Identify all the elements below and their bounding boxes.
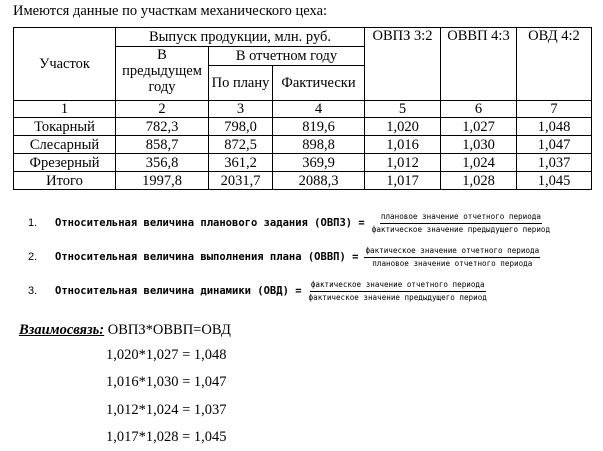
calc-line: 1,016*1,030 = 1,047 — [106, 374, 227, 390]
table-row-total — [14, 172, 592, 190]
calc-line: 1,017*1,028 = 1,045 — [106, 429, 227, 445]
table-cell: Токарный — [14, 118, 116, 136]
production-table — [13, 27, 592, 190]
formula-numerator: фактическое значение отчетного периода — [310, 280, 486, 292]
table-cell: 2088,3 — [273, 172, 365, 190]
table-cell: 1,048 — [517, 118, 592, 136]
table-cell: 898,8 — [273, 136, 365, 154]
table-cell: Фрезерный — [14, 154, 116, 172]
table-cell: 1,030 — [441, 136, 517, 154]
table-cell: 1,020 — [365, 118, 441, 136]
formula-fraction — [371, 212, 551, 235]
formula-ovvp — [28, 240, 593, 274]
colnum-cell: 4 — [273, 101, 365, 118]
formula-numerator: фактическое значение отчетного периода — [364, 246, 540, 258]
table-cell: 1,047 — [517, 136, 592, 154]
table-cell: 1,016 — [365, 136, 441, 154]
table-cell: Итого — [14, 172, 116, 190]
formula-denominator: фактическое значение предыдущего период — [308, 292, 487, 302]
colnum-cell: 5 — [365, 101, 441, 118]
formula-fraction — [364, 246, 540, 269]
calc-line: 1,012*1,024 = 1,037 — [106, 402, 227, 418]
table-cell: 2031,7 — [209, 172, 273, 190]
formula-denominator: плановое значение отчетного периода — [372, 258, 533, 268]
table-cell: 1,027 — [441, 118, 517, 136]
formula-number: 1. — [28, 217, 38, 229]
header-ovpz: ОВПЗ 3:2 — [365, 28, 441, 101]
colnum-cell: 6 — [441, 101, 517, 118]
table-cell: 361,2 — [209, 154, 273, 172]
table-cell: 356,8 — [116, 154, 209, 172]
table-cell: Слесарный — [14, 136, 116, 154]
intro-text: Имеются данные по участкам механического цеха: — [13, 3, 328, 19]
header-ovvp: ОВВП 4:3 — [441, 28, 517, 101]
formula-ovd — [28, 274, 593, 308]
table-cell: 1,012 — [365, 154, 441, 172]
formula-fraction — [308, 280, 488, 303]
header-output: Выпуск продукции, млн. руб. — [116, 28, 365, 47]
table-row — [14, 136, 592, 154]
relation-line — [19, 322, 231, 339]
colnum-cell: 1 — [14, 101, 116, 118]
colnum-cell: 2 — [116, 101, 209, 118]
header-prev-year: В предыдущем году — [116, 47, 209, 101]
formula-denominator: фактическое значение предыдущего период — [371, 224, 551, 234]
table-row — [14, 118, 592, 136]
table-cell: 798,0 — [209, 118, 273, 136]
colnum-cell: 7 — [517, 101, 592, 118]
table-row — [14, 154, 592, 172]
formula-number: 2. — [28, 251, 38, 263]
header-fact: Фактически — [273, 66, 365, 101]
calc-line: 1,020*1,027 = 1,048 — [106, 347, 227, 363]
header-ovd: ОВД 4:2 — [517, 28, 592, 101]
table-cell: 782,3 — [116, 118, 209, 136]
table-cell: 1,028 — [441, 172, 517, 190]
table-cell: 858,7 — [116, 136, 209, 154]
formula-number: 3. — [28, 285, 38, 297]
formula-ovpz — [28, 206, 593, 240]
formula-numerator: плановое значение отчетного периода — [380, 212, 542, 224]
table-cell: 872,5 — [209, 136, 273, 154]
table-cell: 1,024 — [441, 154, 517, 172]
table-cell: 1,037 — [517, 154, 592, 172]
table-cell: 1,045 — [517, 172, 592, 190]
relation-label: Взаимосвязь: — [19, 322, 105, 338]
relation-expression: ОВПЗ*ОВВП=ОВД — [104, 322, 231, 338]
table-cell: 819,6 — [273, 118, 365, 136]
header-section: Участок — [14, 28, 116, 101]
table-cell: 1997,8 — [116, 172, 209, 190]
formula-name: Относительная величина планового задания (ОВПЗ) = — [55, 217, 365, 229]
header-report-year: В отчетном году — [209, 47, 365, 66]
header-plan: По плану — [209, 66, 273, 101]
table-cell: 1,017 — [365, 172, 441, 190]
formula-list — [28, 206, 593, 308]
formula-name: Относительная величина выполнения плана (ОВВП) = — [55, 251, 359, 263]
table-cell: 369,9 — [273, 154, 365, 172]
formula-name: Относительная величина динамики (ОВД) = — [55, 285, 302, 297]
colnum-cell: 3 — [209, 101, 273, 118]
